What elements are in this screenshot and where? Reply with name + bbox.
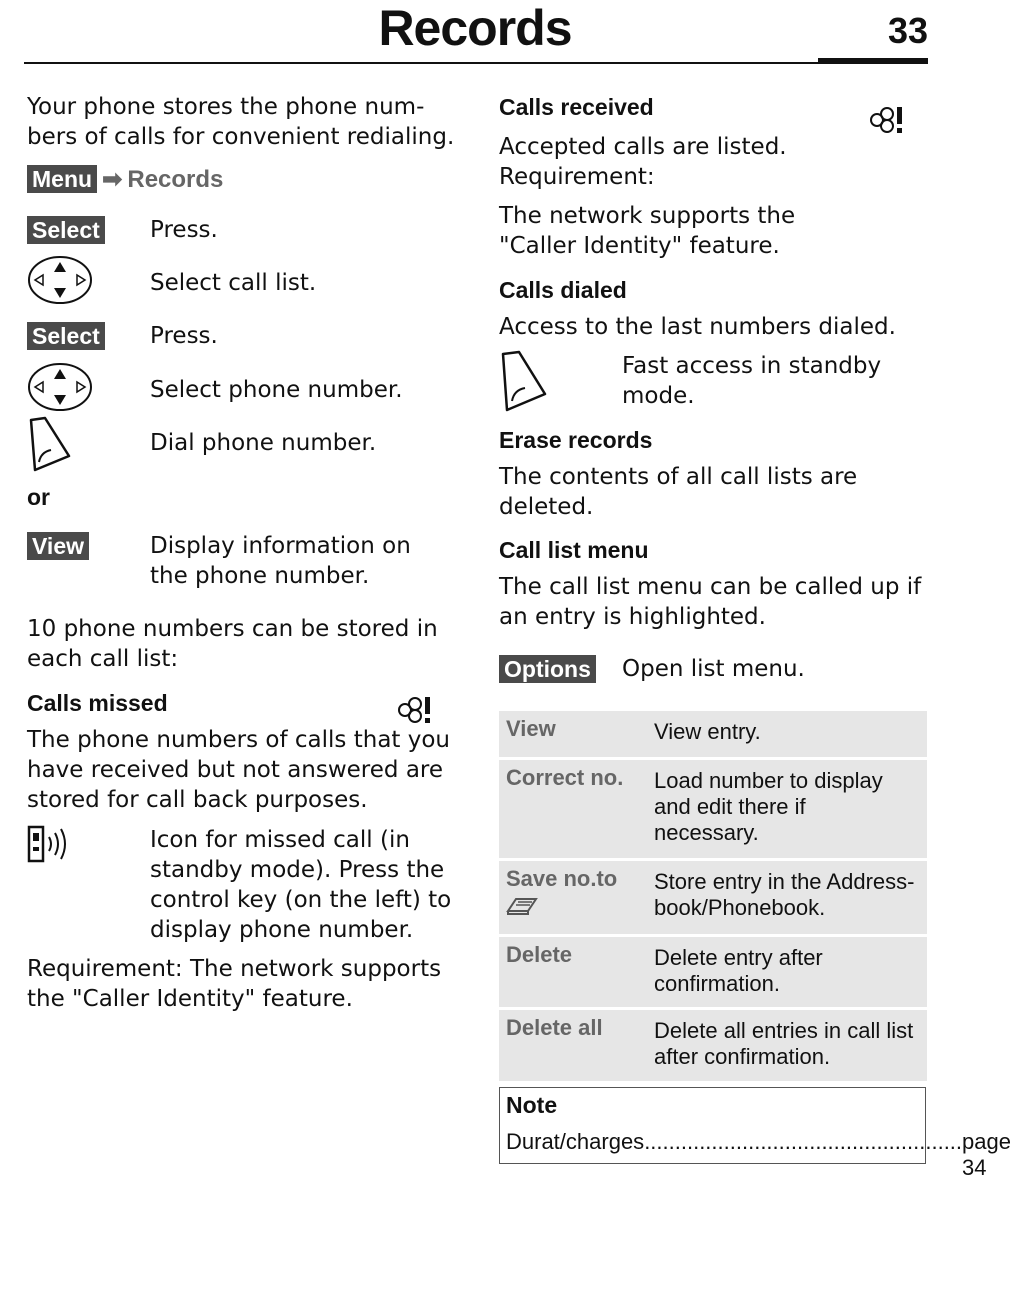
option-value: Delete entry after confirmation. (654, 945, 823, 996)
option-key: Correct no. (506, 765, 624, 790)
missed-call-icon (27, 825, 73, 865)
call-list-menu-heading: Call list menu (499, 537, 649, 563)
options-key[interactable]: Options (499, 655, 596, 683)
missed-call-icon-text: Icon for missed call (in standby mode). Press the control key (on the left) to display phone number. (150, 827, 452, 943)
note-leader-dots: .................................................... (644, 1129, 963, 1154)
option-key: Delete all (506, 1015, 603, 1040)
requirement-text: Requirement: The network supports the "Caller Identity" feature. (27, 956, 442, 1012)
header-rule (24, 62, 928, 64)
erase-records-text: The contents of all call lists are deleted. (499, 464, 858, 520)
option-key: View (506, 716, 556, 741)
step-text: Press. (150, 217, 218, 243)
network-feature-icon (393, 695, 433, 725)
option-value: Delete all entries in call list after confirmation. (654, 1018, 914, 1069)
calls-dialed-heading: Calls dialed (499, 277, 627, 303)
header-bar (818, 58, 928, 64)
calls-missed-heading: Calls missed (27, 690, 168, 716)
options-text: Open list menu. (622, 656, 805, 682)
step-text: Select phone number. (150, 377, 403, 403)
calls-received-requirement: The network supports the "Caller Identity" feature. (499, 203, 796, 259)
view-key[interactable]: View (27, 532, 89, 560)
calls-dialed-text: Access to the last numbers dialed. (499, 314, 896, 340)
view-step-text: Display information on the phone number. (150, 533, 411, 589)
menu-key[interactable]: Menu (27, 165, 97, 193)
option-value: View entry. (654, 719, 761, 744)
note-entry[interactable] (506, 1129, 1011, 1181)
calls-dialed-icon-text: Fast access in standby mode. (622, 353, 882, 409)
note-box (499, 1087, 1011, 1180)
page-title: Records (378, 0, 572, 56)
calls-missed-text: The phone numbers of calls that you have received but not answered are stored for call back purposes. (27, 727, 451, 813)
option-key: Save no.to (499, 865, 654, 928)
calls-received-text: Accepted calls are listed. Requirement: (499, 134, 787, 190)
option-key: Delete (506, 942, 573, 967)
breadcrumb-item: Records (127, 166, 224, 193)
option-value: Load number to display and edit there if necessary. (654, 768, 883, 845)
options-table (499, 711, 927, 1084)
step-text: Press. (150, 323, 218, 349)
call-key-icon (27, 416, 73, 472)
option-row-delete-all[interactable] (499, 1010, 927, 1084)
step-text: Select call list. (150, 270, 317, 296)
erase-records-heading: Erase records (499, 427, 653, 453)
option-row-view[interactable] (499, 711, 927, 760)
select-key[interactable]: Select (27, 216, 105, 244)
note-title: Note (506, 1092, 558, 1118)
network-feature-icon (865, 105, 905, 135)
option-value: Store entry in the Address- book/Phonebook. (654, 869, 915, 920)
calls-received-heading: Calls received (499, 94, 654, 120)
note-page-ref: page 34 (962, 1129, 1011, 1180)
option-row-delete[interactable] (499, 937, 927, 1010)
navigation-key-icon (27, 361, 93, 413)
select-key[interactable]: Select (27, 322, 105, 350)
capacity-text: 10 phone numbers can be stored in each call list: (27, 616, 438, 672)
arrow-icon: ➡ (102, 166, 123, 193)
breadcrumb (27, 165, 223, 194)
step-text: Dial phone number. (150, 430, 377, 456)
call-key-icon (499, 350, 549, 412)
call-list-menu-text: The call list menu can be called up if an entry is highlighted. (499, 574, 922, 630)
phonebook-icon (506, 893, 538, 915)
option-row-correct-no[interactable] (499, 760, 927, 861)
page-number: 33 (887, 10, 928, 51)
intro-text: Your phone stores the phone num- bers of calls for convenient redialing. (27, 94, 455, 150)
note-entry-label: Durat/charges (506, 1129, 645, 1154)
navigation-key-icon (27, 254, 93, 306)
or-label: or (27, 484, 50, 510)
option-row-save-no[interactable] (499, 861, 927, 937)
